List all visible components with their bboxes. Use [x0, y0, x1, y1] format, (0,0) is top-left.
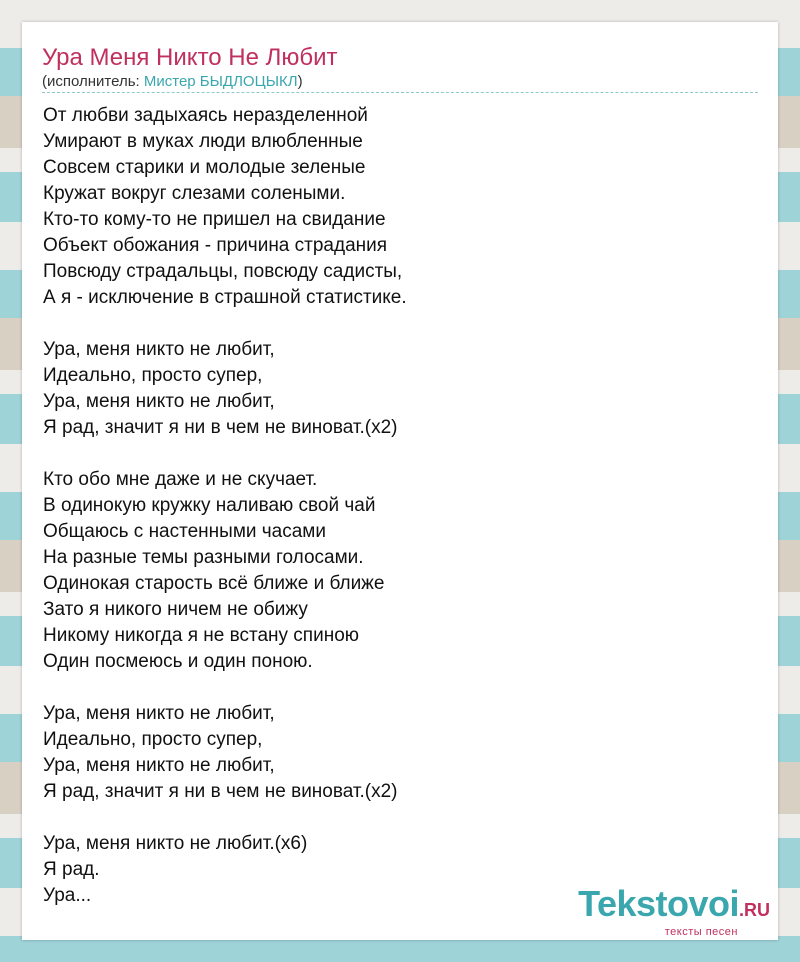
lyrics-card	[22, 22, 778, 940]
logo-main-text: Tekstovoi	[578, 883, 739, 924]
lyric-line	[43, 805, 743, 831]
logo-tagline: тексты песен	[664, 926, 738, 938]
lyric-line: Совсем старики и молодые зеленые	[43, 157, 366, 178]
lyric-line	[43, 441, 743, 467]
lyric-line: Зато я никого ничем не обижу	[43, 599, 308, 620]
artist-line	[42, 73, 303, 90]
lyric-line: Одинокая старость всё ближе и ближе	[43, 573, 385, 594]
lyric-line: Один посмеюсь и один поною.	[43, 651, 313, 672]
lyric-line: На разные темы разными голосами.	[43, 547, 364, 568]
artist-prefix: (исполнитель:	[42, 73, 144, 90]
lyric-line: Идеально, просто супер,	[43, 365, 263, 386]
lyric-line: От любви задыхаясь неразделенной	[43, 105, 368, 126]
lyric-line: Идеально, просто супер,	[43, 729, 263, 750]
lyric-line: А я - исключение в страшной статистике.	[43, 287, 407, 308]
lyric-line: Кружат вокруг слезами солеными.	[43, 183, 346, 204]
lyric-line: Общаюсь с настенными часами	[43, 521, 326, 542]
lyric-line: Объект обожания - причина страдания	[43, 235, 388, 256]
artist-suffix: )	[297, 73, 303, 90]
logo-wordmark	[578, 883, 770, 928]
lyrics-text	[43, 103, 743, 909]
lyric-line: Ура...	[43, 885, 92, 906]
artist-link[interactable]: Мистер БЫДЛОЦЫКЛ	[143, 73, 298, 90]
lyric-line	[43, 311, 743, 337]
song-title: Ура Меня Никто Не Любит	[42, 44, 338, 71]
logo-tld: .RU	[739, 900, 770, 920]
lyric-line: Ура, меня никто не любит,	[43, 391, 275, 412]
lyric-line: Кто-то кому-то не пришел на свидание	[43, 209, 386, 230]
divider	[42, 92, 758, 93]
site-logo[interactable]	[578, 883, 770, 938]
lyric-line: Кто обо мне даже и не скучает.	[43, 469, 318, 490]
lyric-line: Ура, меня никто не любит,	[43, 703, 275, 724]
lyric-line: Я рад, значит я ни в чем не виноват.(х2)	[43, 417, 398, 438]
lyric-line: Ура, меня никто не любит.(х6)	[43, 833, 308, 854]
lyric-line: Я рад.	[43, 859, 100, 880]
lyric-line	[43, 675, 743, 701]
lyric-line: Ура, меня никто не любит,	[43, 339, 275, 360]
lyric-line: Умирают в муках люди влюбленные	[43, 131, 363, 152]
lyric-line: Ура, меня никто не любит,	[43, 755, 275, 776]
lyric-line: Никому никогда я не встану спиною	[43, 625, 360, 646]
lyric-line: Повсюду страдальцы, повсюду садисты,	[43, 261, 403, 282]
lyric-line: В одинокую кружку наливаю свой чай	[43, 495, 376, 516]
lyric-line: Я рад, значит я ни в чем не виноват.(х2)	[43, 781, 398, 802]
